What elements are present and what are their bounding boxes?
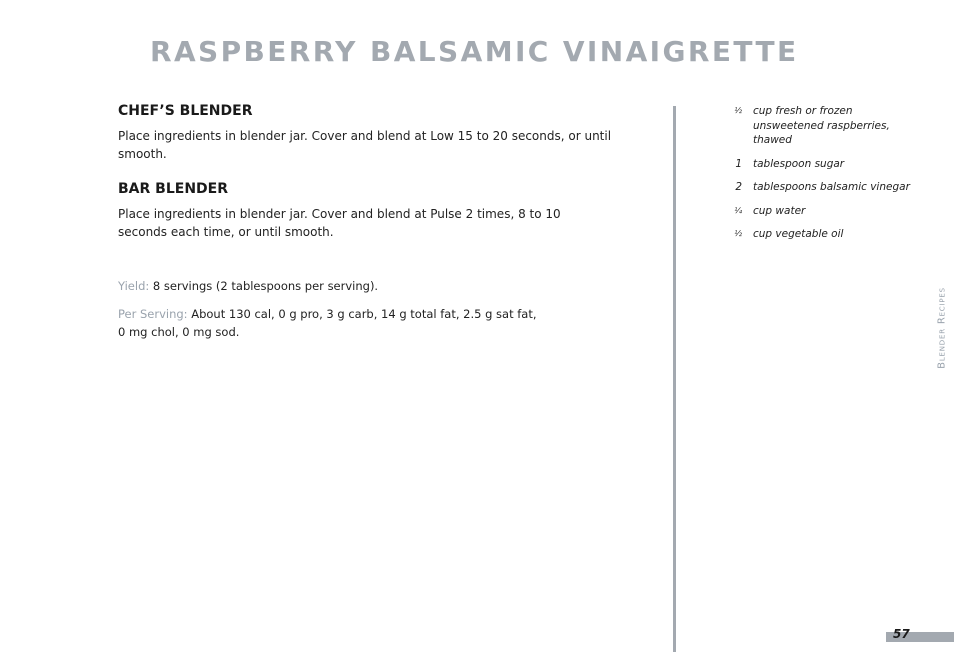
section-heading-chefs-blender: CHEF’S BLENDER xyxy=(118,103,253,119)
chapter-side-label: Blender Recipes xyxy=(936,287,948,369)
per-serving-value: About 130 cal, 0 g pro, 3 g carb, 14 g total fat, 2.5 g sat fat, 0 mg chol, 0 mg sod. xyxy=(118,307,537,339)
yield-line xyxy=(118,277,548,295)
section-body-bar-blender: Place ingredients in blender jar. Cover and blend at Pulse 2 times, 8 to 10 seconds each time, or until smooth. xyxy=(118,207,561,239)
yield-label: Yield: xyxy=(118,279,150,293)
ingredient-text: tablespoons balsamic vinegar xyxy=(753,181,910,193)
per-serving-line xyxy=(118,305,538,341)
ingredient-item xyxy=(722,104,922,148)
ingredient-item xyxy=(722,180,922,195)
ingredient-quantity: 2 xyxy=(735,181,742,193)
ingredient-item xyxy=(722,157,922,172)
recipe-title: RASPBERRY BALSAMIC VINAIGRETTE xyxy=(150,35,799,68)
ingredient-item xyxy=(722,227,922,242)
ingredient-text: cup water xyxy=(753,204,806,217)
yield-value: 8 servings (2 tablespoons per serving). xyxy=(152,279,379,293)
section-heading-bar-blender: BAR BLENDER xyxy=(118,181,228,197)
column-divider xyxy=(673,106,676,652)
ingredient-quantity: ½ xyxy=(734,106,742,115)
ingredient-text: cup fresh or frozen unsweetened raspberries, thawed xyxy=(753,105,890,146)
ingredient-quantity: ¼ xyxy=(734,205,742,215)
page-number: 57 xyxy=(893,627,910,641)
ingredient-text: tablespoon sugar xyxy=(753,157,845,170)
ingredient-item xyxy=(722,204,922,219)
section-body-chefs-blender: Place ingredients in blender jar. Cover and blend at Low 15 to 20 seconds, or until smooth. xyxy=(118,129,612,161)
ingredient-quantity: 1 xyxy=(735,157,742,170)
ingredient-text: cup vegetable oil xyxy=(753,228,844,240)
ingredient-list xyxy=(722,104,922,251)
ingredient-quantity: ½ xyxy=(734,229,742,238)
per-serving-label: Per Serving: xyxy=(118,307,188,321)
